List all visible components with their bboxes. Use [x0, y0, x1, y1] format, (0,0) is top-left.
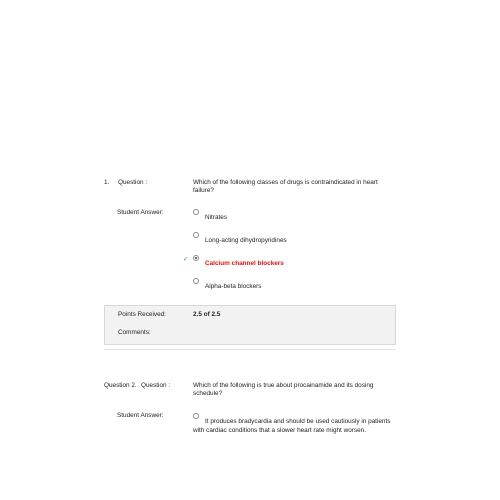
q1-option-3-label: Calcium channel blockers	[205, 260, 284, 267]
q1-option-2-label: Long-acting dihydropyridines	[205, 237, 287, 244]
q1-number: 1.	[104, 179, 110, 186]
q2-option-1-label-line2: with cardiac conditions that a slower heart rate might worsen.	[193, 427, 366, 434]
q2-question-text-line2: schedule?	[193, 390, 223, 397]
q1-option-3-radio[interactable]	[193, 255, 199, 261]
q2-option-1-radio[interactable]	[193, 413, 199, 419]
q2-number: Question 2.	[104, 382, 137, 389]
q1-question-text-line2: failure?	[193, 187, 214, 194]
question-divider	[104, 349, 396, 350]
comments-label: Comments:	[118, 329, 151, 336]
correct-check-icon: ✓	[183, 256, 189, 263]
points-received-label: Points Received:	[118, 311, 166, 318]
q1-option-1-radio[interactable]	[193, 209, 199, 215]
q1-option-1-label: Nitrates	[205, 214, 228, 221]
q1-student-answer-label: Student Answer:	[117, 209, 164, 216]
q1-option-2-radio[interactable]	[193, 232, 199, 238]
q2-question-label: Question :	[141, 382, 171, 389]
q1-question-label: Question :	[118, 179, 148, 186]
q1-option-4-radio[interactable]	[193, 278, 199, 284]
q2-student-answer-label: Student Answer:	[117, 412, 164, 419]
q1-option-4-label: Alpha-beta blockers	[205, 283, 262, 290]
q1-question-text-line1: Which of the following classes of drugs is contraindicated in heart	[193, 179, 378, 186]
q2-question-text-line1: Which of the following is true about procainamide and its dosing	[193, 382, 374, 389]
q2-option-1-label-line1: It produces bradycardia and should be used cautiously in patients	[205, 418, 391, 425]
points-received-value: 2.5 of 2.5	[193, 311, 221, 318]
